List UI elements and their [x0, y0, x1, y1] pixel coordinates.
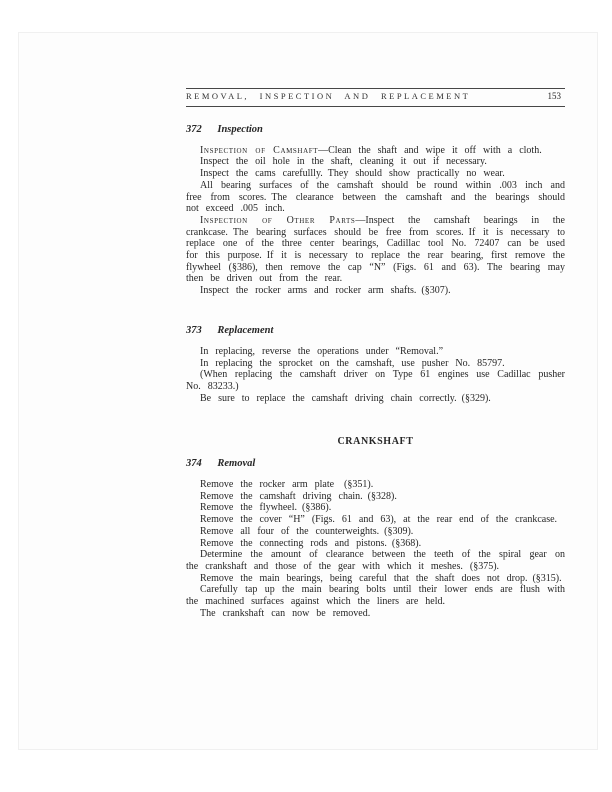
paragraph: Determine the amount of clearance between the teeth of the spiral gear on the crankshaft and those of the gear with which it meshes. (§375).	[186, 549, 565, 572]
page-content	[186, 88, 565, 620]
paragraph: Remove the cover “H” (Figs. 61 and 63), at the rear end of the crankcase.	[200, 514, 558, 526]
section-372-inspection	[186, 124, 565, 297]
paragraph: Remove the main bearings, being careful that the shaft does not drop. (§315).	[200, 572, 562, 584]
paragraph: Remove all four of the counterweights. (§309).	[200, 525, 414, 537]
paragraph: All bearing surfaces of the camshaft should be round within .003 inch and free from scores. The clearance between the camshaft and the bearings should not exceed .005 inch.	[186, 179, 565, 215]
paragraph-text: —Clean the shaft and wipe it off with a cloth.	[318, 144, 542, 156]
paragraph: Be sure to replace the camshaft driving chain correctly. (§329).	[200, 392, 491, 404]
paragraph: Inspect the rocker arms and rocker arm shafts. (§307).	[200, 285, 451, 297]
header-row	[186, 89, 565, 106]
section-heading	[186, 325, 565, 337]
paragraph: (When replacing the camshaft driver on Type 61 engines use Cadillac pusher No. 83233.)	[186, 369, 565, 392]
small-caps-lead: Inspection of Other Parts	[200, 214, 356, 226]
section-number: 374	[186, 458, 202, 470]
section-373-replacement	[186, 325, 565, 405]
paragraph: Remove the rocker arm plate (§351).	[200, 479, 374, 491]
page-number: 153	[547, 91, 561, 101]
paragraph	[186, 145, 565, 157]
section-number: 372	[186, 123, 202, 135]
section-heading	[186, 458, 565, 470]
header-rule-bottom	[186, 106, 565, 107]
paragraph-text: —Inspect the camshaft bearings in the crankcase. The bearing surfaces should be free from scores. If it is necessary to replace one of the three center bearings, Cadillac tool No. 72407 can be used for this purpose. If it is necessary to replace the rear bearing, first remove the flywheel (§386), then remove the cap “N” (Figs. 61 and 63). The bearing may then be driven out from the rear.	[186, 214, 565, 285]
paragraph: The crankshaft can now be removed.	[200, 607, 371, 619]
paragraph: Inspect the cams carefullly. They should show practically no wear.	[200, 168, 505, 180]
paragraph: In replacing, reverse the operations under “Removal.”	[200, 345, 444, 357]
paragraph: Remove the connecting rods and pistons. (§368).	[200, 537, 422, 549]
section-number: 373	[186, 324, 202, 336]
section-374-removal	[186, 458, 565, 619]
paragraph: Inspect the oil hole in the shaft, cleaning it out if necessary.	[200, 156, 487, 168]
running-header-title: REMOVAL, INSPECTION AND REPLACEMENT	[186, 91, 471, 101]
paragraph: Remove the flywheel. (§386).	[200, 502, 332, 514]
section-heading	[186, 124, 565, 136]
section-title: Removal	[217, 458, 256, 470]
small-caps-lead: Inspection of Camshaft	[200, 144, 319, 156]
paragraph: Carefully tap up the main bearing bolts until their lower ends are flush with the machined surfaces against which the liners are held.	[186, 584, 565, 608]
section-title: Replacement	[217, 324, 274, 336]
chapter-heading-crankshaft: CRANKSHAFT	[337, 436, 414, 448]
running-header	[186, 88, 565, 107]
paragraph	[186, 215, 565, 285]
section-title: Inspection	[217, 123, 263, 135]
paragraph: Remove the camshaft driving chain. (§328).	[200, 490, 397, 502]
paragraph: In replacing the sprocket on the camshaft, use pusher No. 85797.	[200, 357, 505, 369]
